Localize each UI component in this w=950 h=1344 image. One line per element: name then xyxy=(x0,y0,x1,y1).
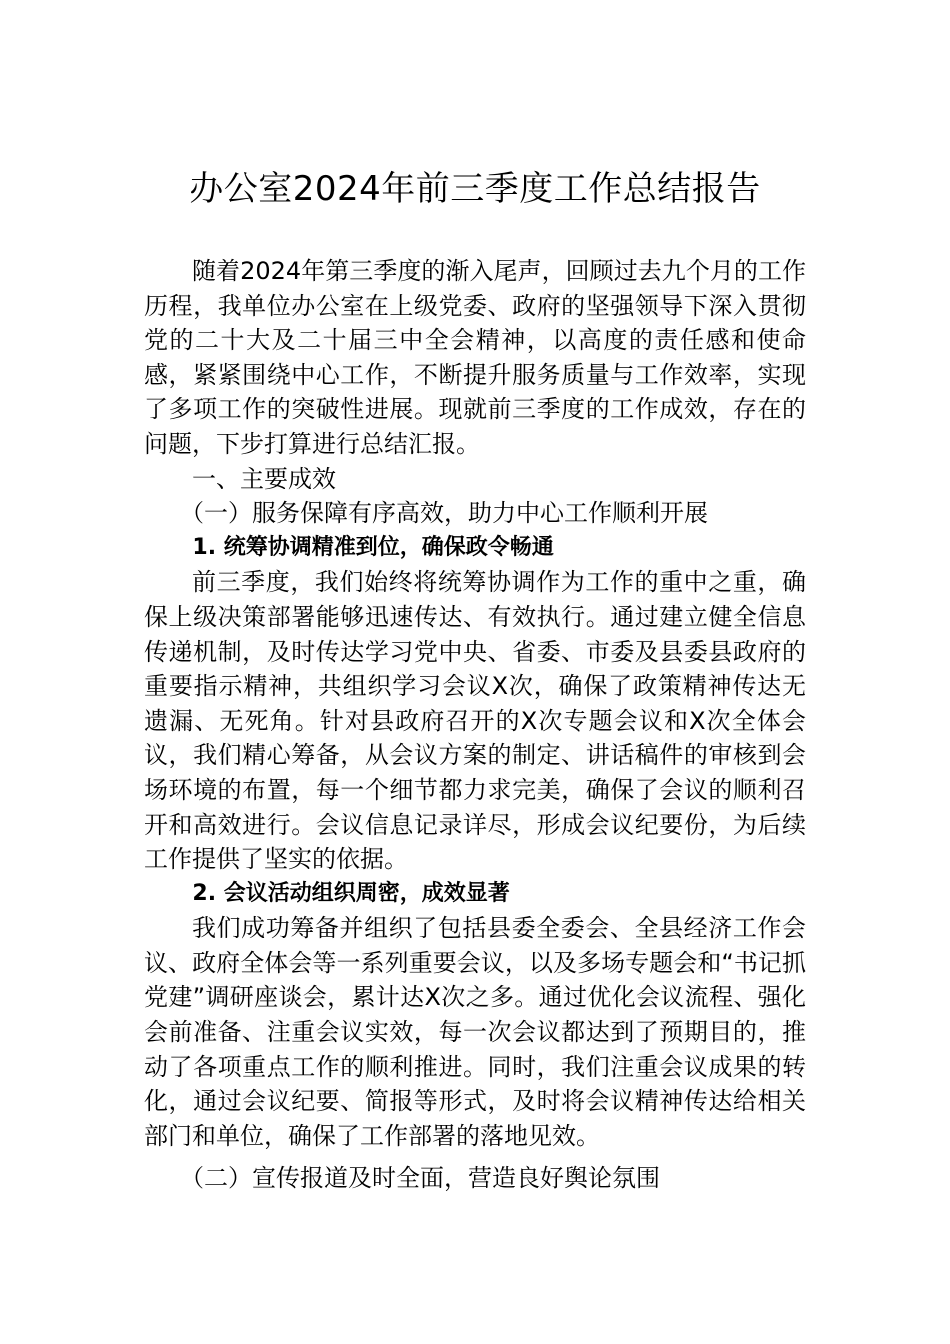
intro-paragraph: 随着2024年第三季度的渐入尾声，回顾过去九个月的工作历程，我单位办公室在上级党委、政府的坚强领导下深入贯彻党的二十大及二十届三中全会精神，以高度的责任感和使命感，紧紧围绕中心工作，不断提升服务质量与工作效率，实现了多项工作的突破性进展。现就前三季度的工作成效，存在的问题，下步打算进行总结汇报。 xyxy=(144,257,806,458)
item-paragraph-coordination: 前三季度，我们始终将统筹协调作为工作的重中之重，确保上级决策部署能够迅速传达、有效执行。通过建立健全信息传递机制，及时传达学习党中央、省委、市委及县委县政府的重要指示精神，共组织学习会议X次，确保了政策精神传达无遗漏、无死角。针对县政府召开的X次专题会议和X次全体会议，我们精心筹备，从会议方案的制定、讲话稿件的审核到会场环境的布置，每一个细节都力求完美，确保了会议的顺利召开和高效进行。会议信息记录详尽，形成会议纪要份，为后续工作提供了坚实的依据。 xyxy=(144,568,806,874)
subsection-heading-publicity: （二）宣传报道及时全面，营造良好舆论氛围 xyxy=(180,1164,660,1193)
item-heading-meetings: 2. 会议活动组织周密，成效显著 xyxy=(192,880,510,906)
document-title: 办公室2024年前三季度工作总结报告 xyxy=(189,169,761,209)
item-paragraph-meetings: 我们成功筹备并组织了包括县委全委会、全县经济工作会议、政府全体会等一系列重要会议，以及多场专题会和“书记抓党建”调研座谈会，累计达X次之多。通过优化会议流程、强化会前准备、注重会议实效，每一次会议都达到了预期目的，推动了各项重点工作的顺利推进。同时，我们注重会议成果的转化，通过会议纪要、简报等形式，及时将会议精神传达给相关部门和单位，确保了工作部署的落地见效。 xyxy=(144,914,806,1150)
item-heading-coordination: 1. 统筹协调精准到位，确保政令畅通 xyxy=(192,534,554,560)
document-body xyxy=(144,254,806,1196)
subsection-heading-service: （一）服务保障有序高效，助力中心工作顺利开展 xyxy=(180,499,708,528)
section-heading-main-results: 一、主要成效 xyxy=(192,464,336,493)
